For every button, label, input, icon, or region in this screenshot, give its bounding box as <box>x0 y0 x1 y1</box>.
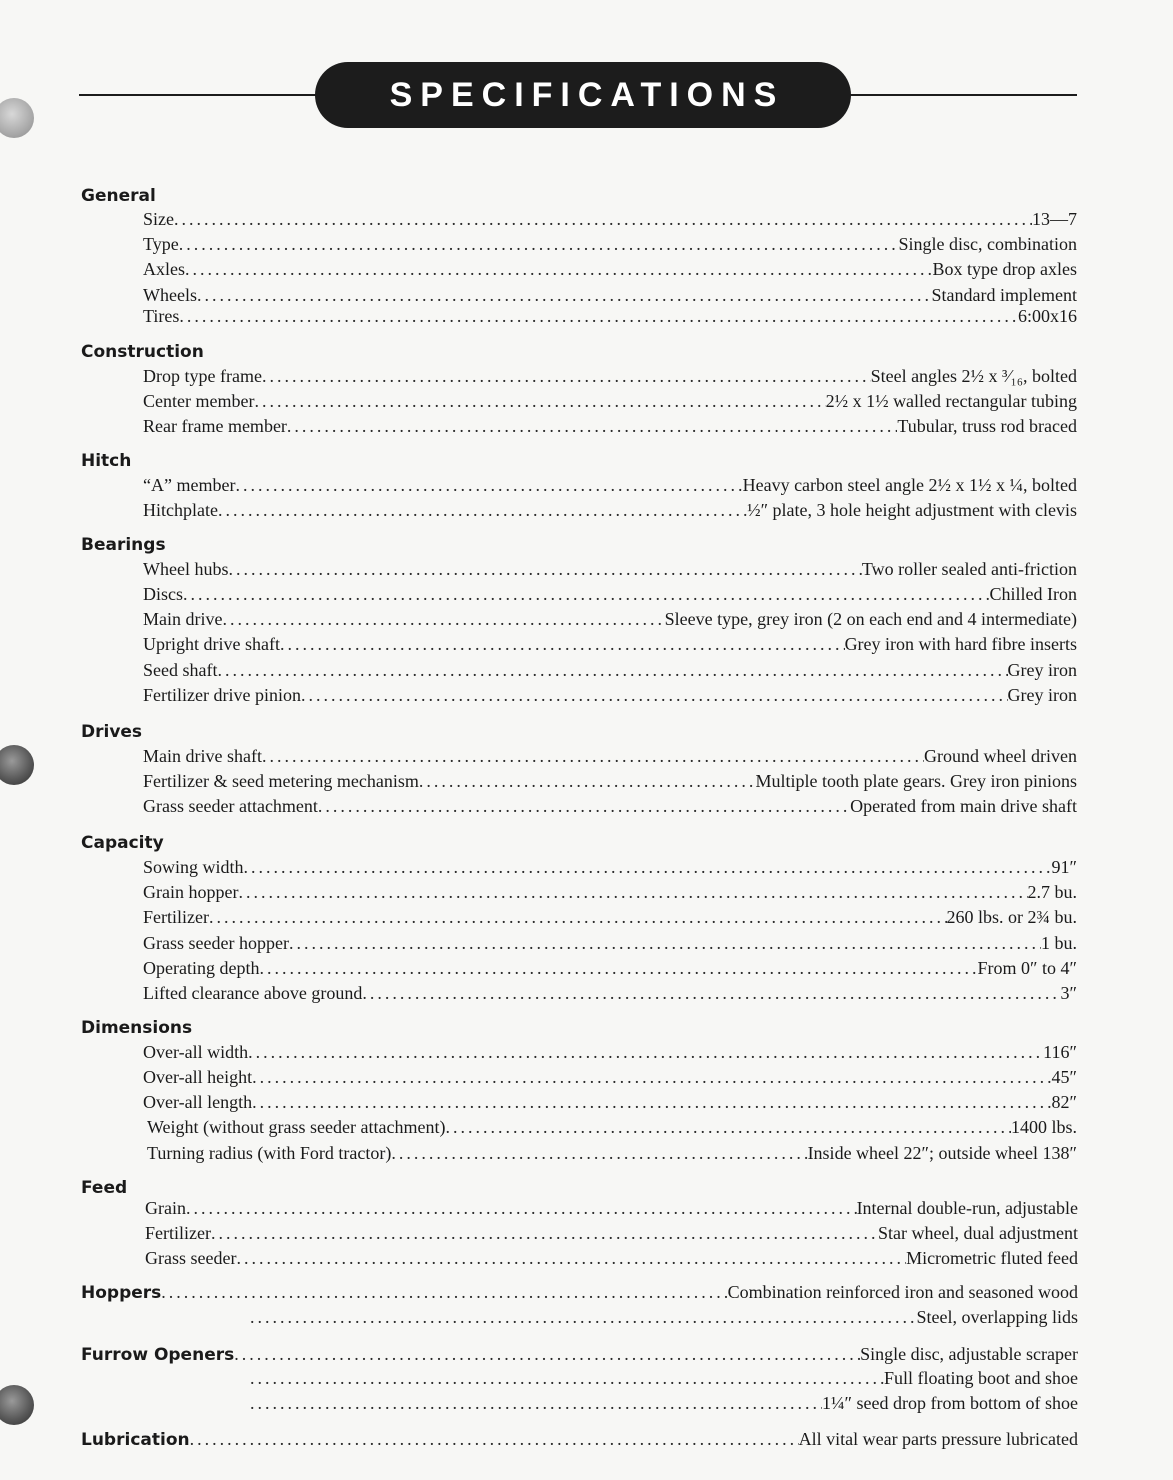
spec-row <box>250 1305 1078 1329</box>
spec-value: 13—7 <box>1032 209 1077 229</box>
section-title-dimensions: Dimensions <box>81 1018 193 1038</box>
spec-value: Box type drop axles <box>932 259 1077 279</box>
spec-row <box>143 956 1077 980</box>
spec-row <box>143 607 1077 631</box>
spec-value: ½″ plate, 3 hole height adjustment with clevis <box>747 500 1077 520</box>
spec-row <box>143 769 1077 793</box>
spec-label: Seed shaft <box>143 660 218 680</box>
spec-value: Internal double-run, adjustable <box>856 1198 1078 1218</box>
spec-label: Grass seeder hopper <box>143 933 289 953</box>
spec-row <box>143 1040 1077 1064</box>
spec-label: Center member <box>143 391 255 411</box>
spec-row <box>143 744 1077 768</box>
spec-row <box>143 794 1077 818</box>
spec-value: Inside wheel 22″; outside wheel 138″ <box>807 1143 1077 1163</box>
spec-label: Operating depth <box>143 958 260 978</box>
spec-value: 6:00x16 <box>1017 306 1077 326</box>
spec-label: Over-all width <box>143 1042 249 1062</box>
spec-value: Grey iron <box>1007 660 1077 680</box>
spec-label: Main drive <box>143 609 223 629</box>
spec-value: 1¼″ seed drop from bottom of shoe <box>822 1393 1078 1413</box>
spec-row <box>143 389 1077 413</box>
header-rule-left <box>79 94 329 96</box>
spec-row <box>143 632 1077 656</box>
spec-label: “A” member <box>143 475 236 495</box>
spec-label: Sowing width <box>143 857 244 877</box>
section-title-construction: Construction <box>81 342 204 362</box>
spec-row <box>143 981 1077 1005</box>
spec-value: Multiple tooth plate gears. Grey iron pinions <box>755 771 1077 791</box>
spec-value: Steel angles 2½ x ³⁄₁₆, bolted <box>870 366 1077 386</box>
spec-row <box>143 257 1077 281</box>
spec-row-lubrication <box>81 1427 1078 1451</box>
spec-value: Heavy carbon steel angle 2½ x 1½ x ¼, bolted <box>742 475 1077 495</box>
punch-hole <box>0 98 34 138</box>
spec-row <box>143 557 1077 581</box>
spec-row <box>147 1141 1077 1165</box>
spec-label: Fertilizer <box>143 907 209 927</box>
spec-value: Single disc, combination <box>898 234 1077 254</box>
spec-value: 3″ <box>1060 983 1077 1003</box>
spec-value: Steel, overlapping lids <box>916 1307 1078 1327</box>
spec-label: Axles <box>143 259 185 279</box>
spec-label: Rear frame member <box>143 416 287 436</box>
spec-row <box>143 304 1077 328</box>
spec-value: 1400 lbs. <box>1010 1117 1077 1137</box>
section-title-feed: Feed <box>81 1178 128 1198</box>
spec-row-furrow-openers <box>81 1342 1078 1366</box>
spec-row <box>143 582 1077 606</box>
spec-label: Wheel hubs <box>143 559 229 579</box>
spec-row <box>143 683 1077 707</box>
punch-hole <box>0 745 34 785</box>
spec-row <box>250 1391 1078 1415</box>
spec-row <box>250 1366 1078 1390</box>
spec-value: Micrometric fluted feed <box>906 1248 1078 1268</box>
spec-value: 116″ <box>1043 1042 1077 1062</box>
spec-value: 45″ <box>1051 1067 1077 1087</box>
spec-value: Sleeve type, grey iron (2 on each end and 4 intermediate) <box>664 609 1077 629</box>
spec-value: 260 lbs. or 2¾ bu. <box>946 907 1077 927</box>
spec-label: Upright drive shaft <box>143 634 280 654</box>
spec-label: Over-all length <box>143 1092 253 1112</box>
spec-value: Grey iron with hard fibre inserts <box>844 634 1077 654</box>
spec-row <box>143 364 1077 388</box>
spec-row-hoppers <box>81 1280 1078 1304</box>
section-title-hoppers: Hoppers <box>81 1283 162 1303</box>
spec-label: Fertilizer <box>145 1223 211 1243</box>
spec-label: Drop type frame <box>143 366 262 386</box>
punch-hole <box>0 1385 34 1425</box>
header-banner <box>315 62 851 128</box>
spec-row <box>147 1115 1077 1139</box>
spec-label: Grain hopper <box>143 882 239 902</box>
spec-value: Standard implement <box>931 285 1077 305</box>
spec-label: Grass seeder attachment <box>143 796 318 816</box>
spec-row <box>145 1196 1078 1220</box>
spec-label: Turning radius (with Ford tractor) <box>147 1143 392 1163</box>
spec-value: 1 bu. <box>1041 933 1077 953</box>
spec-value: Chilled Iron <box>989 584 1077 604</box>
spec-label: Fertilizer drive pinion <box>143 685 301 705</box>
spec-value: Two roller sealed anti-friction <box>861 559 1077 579</box>
spec-value: Star wheel, dual adjustment <box>878 1223 1078 1243</box>
spec-row <box>143 880 1077 904</box>
spec-label: Size <box>143 209 174 229</box>
spec-row <box>143 931 1077 955</box>
spec-row <box>143 414 1077 438</box>
section-title-capacity: Capacity <box>81 833 164 853</box>
spec-label: Over-all height <box>143 1067 253 1087</box>
spec-row <box>143 905 1077 929</box>
spec-label: Lifted clearance above ground <box>143 983 363 1003</box>
spec-value: Ground wheel driven <box>924 746 1077 766</box>
spec-value: From 0″ to 4″ <box>977 958 1077 978</box>
spec-label: Type <box>143 234 179 254</box>
spec-value: Combination reinforced iron and seasoned wood <box>727 1282 1078 1302</box>
spec-value: Single disc, adjustable scraper <box>860 1344 1078 1364</box>
spec-row <box>143 658 1077 682</box>
spec-value: Full floating boot and shoe <box>884 1368 1078 1388</box>
spec-label: Weight (without grass seeder attachment) <box>147 1117 446 1137</box>
spec-value: 2½ x 1½ walled rectangular tubing <box>825 391 1077 411</box>
spec-row <box>145 1221 1078 1245</box>
spec-label: Hitchplate <box>143 500 218 520</box>
spec-value: 82″ <box>1051 1092 1077 1112</box>
spec-label: Tires <box>143 306 180 326</box>
page-title: SPECIFICATIONS <box>389 75 785 114</box>
spec-label: Grain <box>145 1198 186 1218</box>
section-title-bearings: Bearings <box>81 535 166 555</box>
spec-label: Fertilizer & seed metering mechanism <box>143 771 419 791</box>
spec-label: Grass seeder <box>145 1248 237 1268</box>
spec-row <box>143 1065 1077 1089</box>
spec-row <box>143 1090 1077 1114</box>
spec-value: 2.7 bu. <box>1027 882 1077 902</box>
spec-row <box>143 207 1077 231</box>
spec-value: Grey iron <box>1007 685 1077 705</box>
section-title-furrow-openers: Furrow Openers <box>81 1345 235 1365</box>
spec-label: Discs <box>143 584 183 604</box>
spec-row <box>143 498 1077 522</box>
spec-label: Main drive shaft <box>143 746 262 766</box>
spec-row <box>143 855 1077 879</box>
section-title-lubrication: Lubrication <box>81 1430 190 1450</box>
section-title-drives: Drives <box>81 722 143 742</box>
spec-value: 91″ <box>1051 857 1077 877</box>
spec-row <box>145 1246 1078 1270</box>
spec-row <box>143 232 1077 256</box>
header-rule-right <box>838 94 1077 96</box>
spec-value: Operated from main drive shaft <box>850 796 1077 816</box>
section-title-general: General <box>81 186 156 206</box>
spec-row <box>143 473 1077 497</box>
section-title-hitch: Hitch <box>81 451 132 471</box>
spec-label: Wheels <box>143 285 197 305</box>
spec-value: Tubular, truss rod braced <box>897 416 1077 436</box>
spec-value: All vital wear parts pressure lubricated <box>798 1429 1078 1449</box>
